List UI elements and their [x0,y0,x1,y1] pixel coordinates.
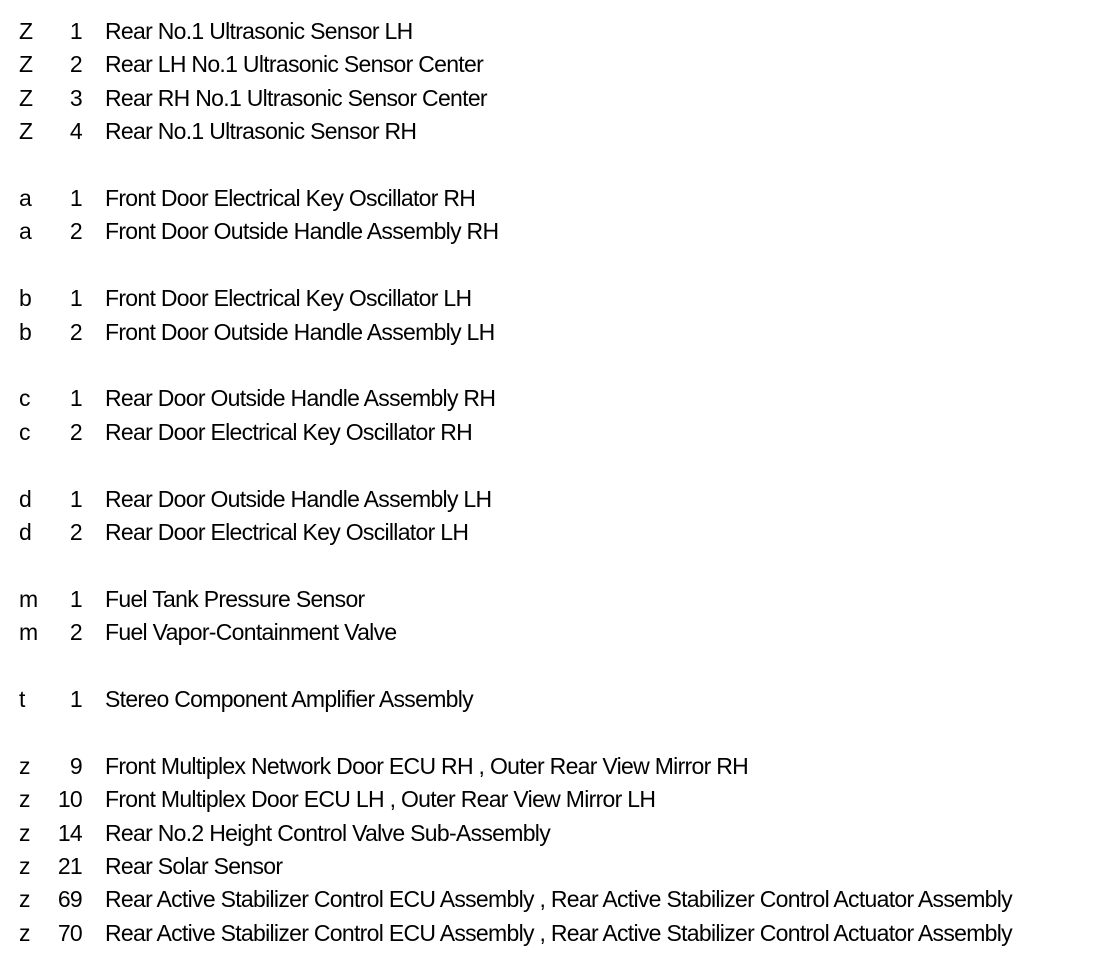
connector-code: m [19,619,38,646]
component-description: Rear Door Electrical Key Oscillator RH [105,418,473,445]
legend-row [0,782,1120,816]
connector-number: 10 [57,786,82,813]
legend-row [0,214,1120,248]
legend-row [0,81,1120,115]
legend-row [0,415,1120,449]
legend-row [0,615,1120,649]
connector-number: 2 [69,519,82,545]
connector-number: 2 [69,318,82,345]
connector-number: 1 [69,185,82,211]
connector-code: b [19,318,32,345]
component-description: Rear No.1 Ultrasonic Sensor RH [105,118,417,145]
connector-code: c [19,385,30,412]
connector-code: b [19,285,32,312]
connector-code: d [19,485,32,512]
legend-row [0,381,1120,415]
component-description: Rear RH No.1 Ultrasonic Sensor Center [105,84,487,111]
legend-row [0,281,1120,315]
component-description: Rear No.1 Ultrasonic Sensor LH [105,18,413,44]
connector-code: Z [19,51,33,78]
component-description: Rear LH No.1 Ultrasonic Sensor Center [105,51,484,78]
legend-row [0,849,1120,883]
legend-row [0,515,1120,549]
legend-row [0,47,1120,81]
connector-code: Z [19,84,33,111]
legend-row [0,749,1120,783]
legend-row [0,882,1120,916]
legend-row [0,916,1120,950]
legend-row [0,482,1120,516]
connector-code: d [19,519,32,545]
connector-number: 4 [69,118,82,145]
connector-number: 1 [69,485,82,512]
connector-number: 3 [69,84,82,111]
connector-number: 1 [69,18,82,44]
connector-number: 2 [69,619,82,646]
connector-number: 2 [69,218,82,245]
connector-code: Z [19,118,33,145]
connector-code: z [19,886,30,913]
connector-number: 2 [69,51,82,78]
legend-row [0,582,1120,616]
legend-row [0,14,1120,48]
connector-code: m [19,585,38,612]
legend-row [0,682,1120,716]
connector-code: z [19,786,30,813]
component-description: Rear Active Stabilizer Control ECU Assembly , Rear Active Stabilizer Control Actuator Assembly [105,886,1012,913]
component-description: Front Door Electrical Key Oscillator LH [105,285,472,312]
connector-code: Z [19,18,33,44]
component-description: Front Door Outside Handle Assembly LH [105,318,495,345]
component-description: Rear Door Electrical Key Oscillator LH [105,519,469,545]
connector-code: z [19,819,30,846]
component-description: Rear Door Outside Handle Assembly RH [105,385,496,412]
connector-number: 1 [69,686,82,712]
component-description: Front Door Electrical Key Oscillator RH [105,185,476,211]
connector-number: 2 [69,418,82,445]
connector-number: 1 [69,385,82,412]
component-description: Fuel Vapor-Containment Valve [105,619,397,646]
component-description: Rear Active Stabilizer Control ECU Assembly , Rear Active Stabilizer Control Actuator Assembly [105,919,1012,946]
connector-code: c [19,418,30,445]
component-description: Stereo Component Amplifier Assembly [105,686,473,712]
component-description: Rear Solar Sensor [105,853,283,879]
connector-number: 70 [57,919,82,946]
connector-number: 21 [57,853,82,879]
component-description: Front Door Outside Handle Assembly RH [105,218,499,245]
connector-number: 1 [69,585,82,612]
connector-number: 69 [57,886,82,913]
legend-row [0,114,1120,148]
connector-code: t [19,686,25,712]
component-description: Rear No.2 Height Control Valve Sub-Assembly [105,819,551,846]
legend-row [0,315,1120,349]
connector-number: 9 [69,752,82,779]
connector-code: z [19,919,30,946]
connector-number: 14 [57,819,82,846]
legend-row [0,816,1120,850]
connector-code: a [19,218,32,245]
component-description: Rear Door Outside Handle Assembly LH [105,485,492,512]
component-description: Front Multiplex Door ECU LH , Outer Rear View Mirror LH [105,786,656,813]
connector-code: z [19,853,30,879]
connector-code: z [19,752,30,779]
component-description: Fuel Tank Pressure Sensor [105,585,365,612]
connector-code: a [19,185,32,211]
component-description: Front Multiplex Network Door ECU RH , Outer Rear View Mirror RH [105,752,749,779]
connector-number: 1 [69,285,82,312]
legend-row [0,181,1120,215]
